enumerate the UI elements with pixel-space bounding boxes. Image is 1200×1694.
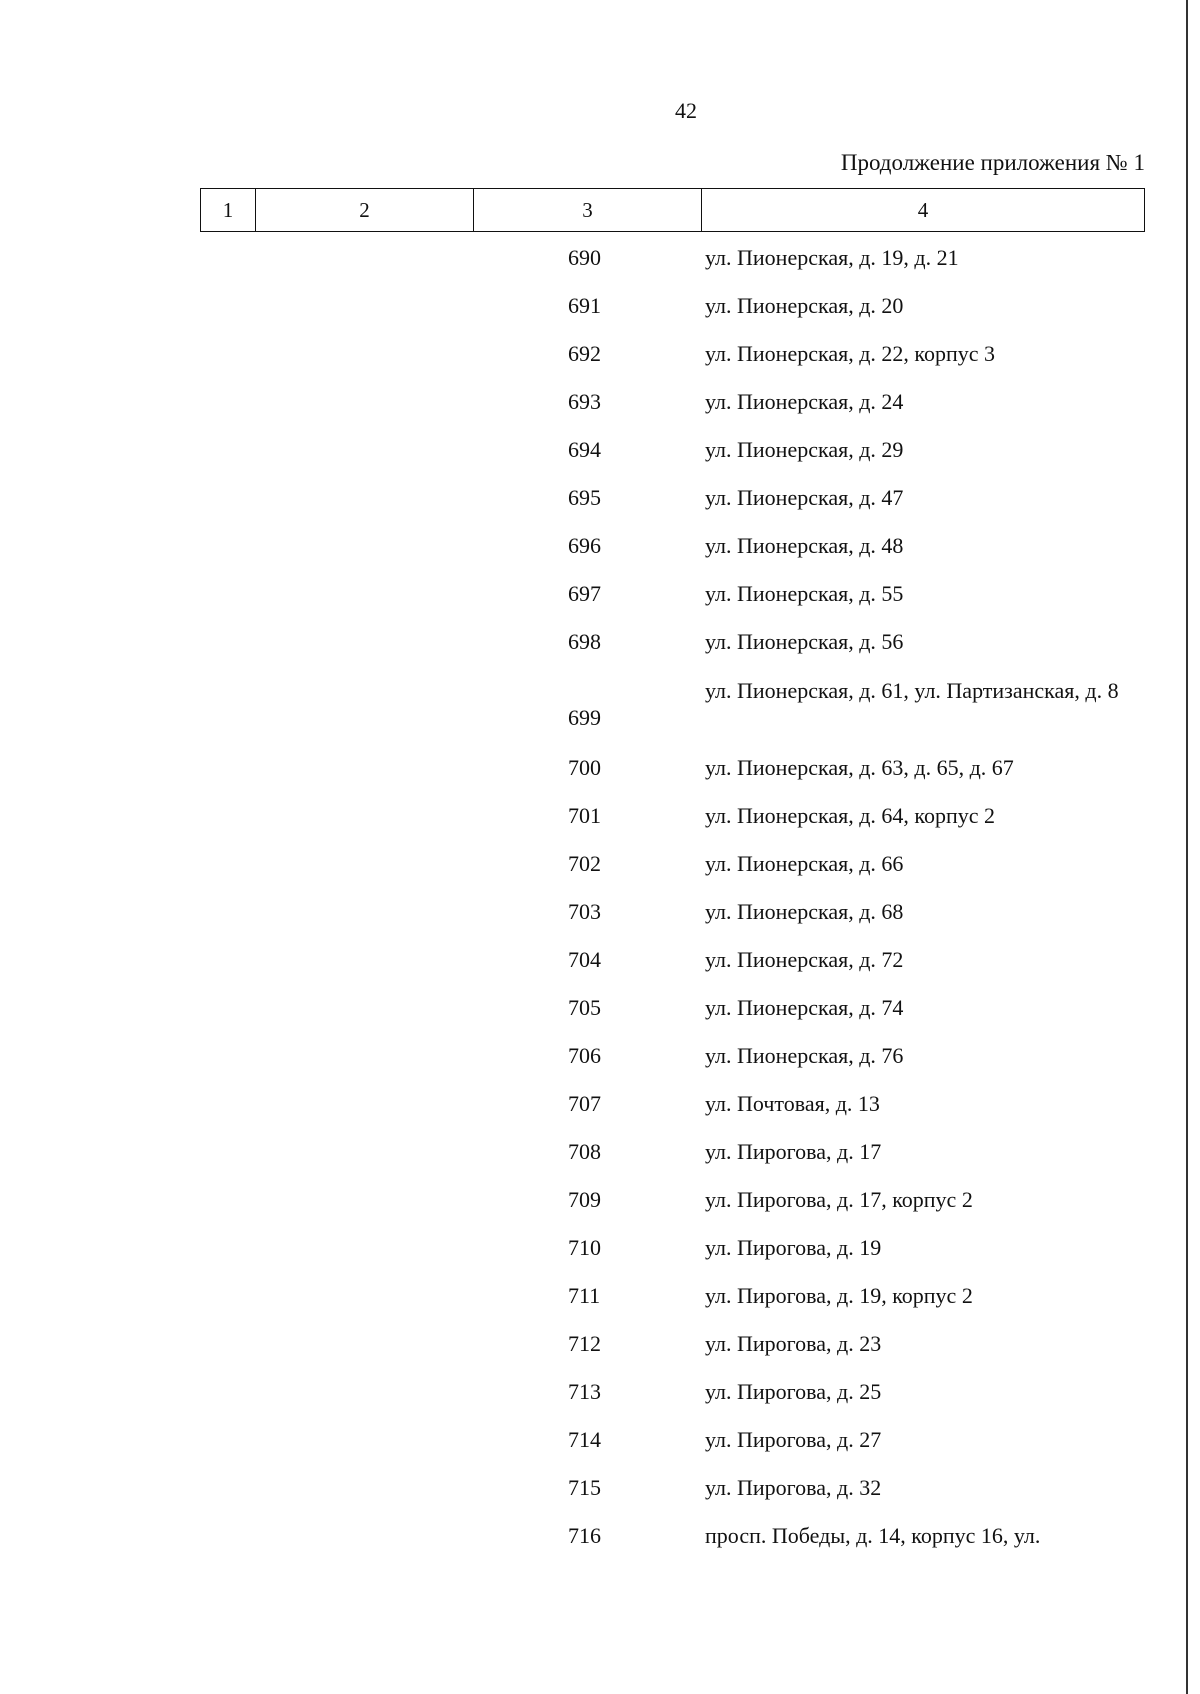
row-number: 696: [568, 533, 601, 558]
row-number: 715: [568, 1475, 601, 1500]
row-address: ул. Пионерская, д. 74: [705, 995, 904, 1020]
row-address: ул. Пирогова, д. 17, корпус 2: [705, 1187, 973, 1212]
row-address: ул. Почтовая, д. 13: [705, 1091, 880, 1116]
row-address: ул. Пирогова, д. 17: [705, 1139, 882, 1164]
row-address: ул. Пионерская, д. 24: [705, 389, 904, 414]
scan-edge-line: [1186, 0, 1188, 1694]
row-number: 691: [568, 293, 601, 318]
row-number: 704: [568, 947, 601, 972]
row-address: ул. Пионерская, д. 66: [705, 851, 904, 876]
row-address: ул. Пионерская, д. 47: [705, 485, 904, 510]
row-number: 708: [568, 1139, 601, 1164]
row-number: 709: [568, 1187, 601, 1212]
row-number: 707: [568, 1091, 601, 1116]
row-address: ул. Пионерская, д. 22, корпус 3: [705, 341, 996, 366]
row-address: ул. Пионерская, д. 48: [705, 533, 904, 558]
page-number: 42: [675, 98, 697, 123]
row-number: 712: [568, 1331, 601, 1356]
row-number: 692: [568, 341, 601, 366]
row-number: 714: [568, 1427, 601, 1452]
row-address: ул. Пионерская, д. 61, ул. Партизанская, д. 8: [705, 678, 1119, 703]
row-address: ул. Пионерская, д. 68: [705, 899, 904, 924]
row-address: ул. Пионерская, д. 55: [705, 581, 904, 606]
row-address: просп. Победы, д. 14, корпус 16, ул.: [705, 1523, 1041, 1548]
header-col-1: 1: [201, 189, 256, 231]
row-address: ул. Пионерская, д. 63, д. 65, д. 67: [705, 755, 1014, 780]
row-address: ул. Пионерская, д. 29: [705, 437, 904, 462]
row-number: 690: [568, 245, 601, 270]
row-number: 713: [568, 1379, 601, 1404]
row-address: ул. Пирогова, д. 23: [705, 1331, 882, 1356]
continuation-label: Продолжение приложения № 1: [840, 150, 1145, 175]
row-number: 695: [568, 485, 601, 510]
row-number: 700: [568, 755, 601, 780]
table-header: [200, 188, 1145, 232]
row-number: 694: [568, 437, 601, 462]
header-col-3: 3: [474, 189, 702, 231]
row-address: ул. Пионерская, д. 76: [705, 1043, 904, 1068]
row-address: ул. Пионерская, д. 64, корпус 2: [705, 803, 996, 828]
row-number: 701: [568, 803, 601, 828]
row-address: ул. Пионерская, д. 19, д. 21: [705, 245, 959, 270]
row-number: 706: [568, 1043, 601, 1068]
row-number: 702: [568, 851, 601, 876]
row-address: ул. Пирогова, д. 27: [705, 1427, 882, 1452]
row-address: ул. Пионерская, д. 20: [705, 293, 904, 318]
row-number: 693: [568, 389, 601, 414]
row-number: 699: [568, 705, 601, 730]
row-address: ул. Пионерская, д. 72: [705, 947, 904, 972]
row-number: 705: [568, 995, 601, 1020]
row-number: 697: [568, 581, 601, 606]
header-col-4: 4: [917, 197, 929, 222]
header-col-2: 2: [256, 189, 474, 231]
row-number: 698: [568, 629, 601, 654]
row-number: 710: [568, 1235, 601, 1260]
row-address: ул. Пирогова, д. 19: [705, 1235, 882, 1260]
row-address: ул. Пирогова, д. 32: [705, 1475, 882, 1500]
row-number: 716: [568, 1523, 601, 1548]
row-number: 703: [568, 899, 601, 924]
row-address: ул. Пирогова, д. 25: [705, 1379, 882, 1404]
row-address: ул. Пирогова, д. 19, корпус 2: [705, 1283, 973, 1308]
row-number: 711: [568, 1283, 601, 1308]
row-address: ул. Пионерская, д. 56: [705, 629, 904, 654]
